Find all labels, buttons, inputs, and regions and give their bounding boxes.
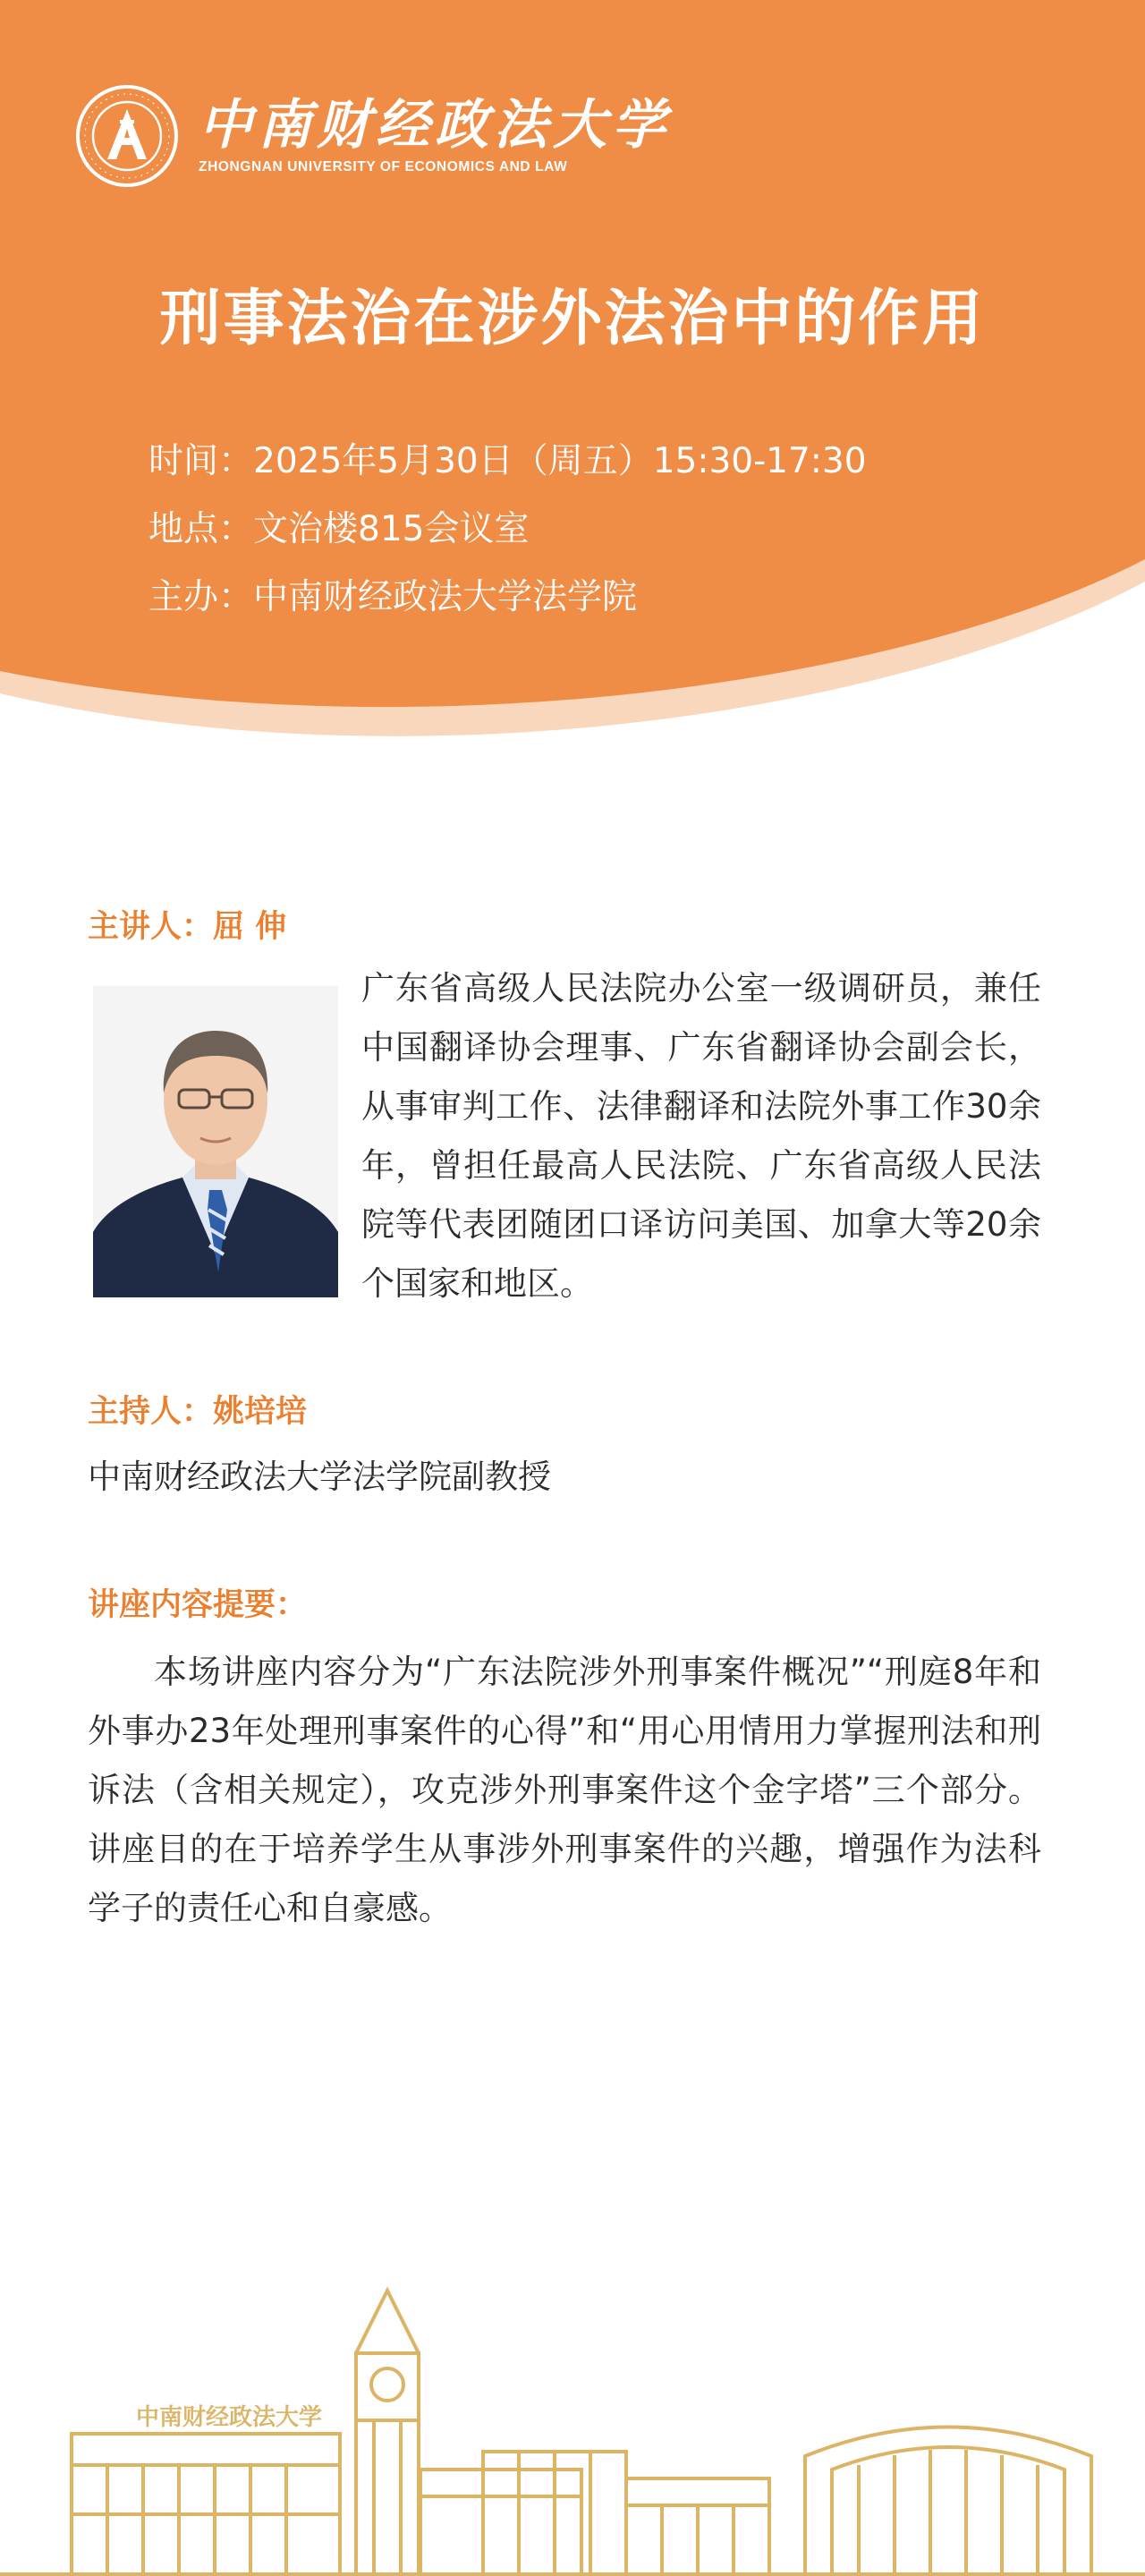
campus-skyline-illustration (0, 2264, 1145, 2576)
event-info (148, 428, 867, 632)
speaker-bio: 广东省高级人民法院办公室一级调研员，兼任中国翻译协会理事、广东省翻译协会副会长，从事审判工作、法律翻译和法院外事工作30余年，曾担任最高人民法院、广东省高级人民法院等代表团随团口译访问美国、加拿大等20余个国家和地区。 (361, 969, 1041, 1303)
header-banner (0, 0, 1145, 805)
speaker-photo (93, 986, 338, 1297)
event-organizer: 主办：中南财经政法大学法学院 (148, 577, 638, 617)
university-seal-icon (75, 84, 179, 188)
logo-english-name: ZHONGNAN UNIVERSITY OF ECONOMICS AND LAW (199, 158, 568, 174)
event-location: 地点：文治楼815会议室 (148, 509, 530, 549)
logo-chinese-name: 中南财经政法大学 (199, 93, 671, 157)
building-sign-text: 中南财经政法大学 (136, 2404, 323, 2431)
event-time: 时间：2025年5月30日（周五）15:30-17:30 (148, 441, 867, 481)
abstract-heading: 讲座内容提要： (88, 1587, 308, 1623)
host-description: 中南财经政法大学法学院副教授 (88, 1458, 551, 1496)
abstract-text: 本场讲座内容分为“广东法院涉外刑事案件概况”“刑庭8年和外事办23年处理刑事案件的心得”和“用心用情用力掌握刑法和刑诉法（含相关规定），攻克涉外刑事案件这个金字塔”三个部分。讲座目的在于培养学生从事涉外刑事案件的兴趣，增强作为法科学子的责任心和自豪感。 (88, 1653, 1041, 1927)
speaker-heading: 主讲人：屈 伸 (88, 909, 287, 945)
host-heading: 主持人：姚培培 (88, 1394, 308, 1430)
university-logo (75, 84, 671, 188)
speaker-portrait (93, 986, 338, 1297)
lecture-title: 刑事法治在涉外法治中的作用 (159, 284, 986, 354)
